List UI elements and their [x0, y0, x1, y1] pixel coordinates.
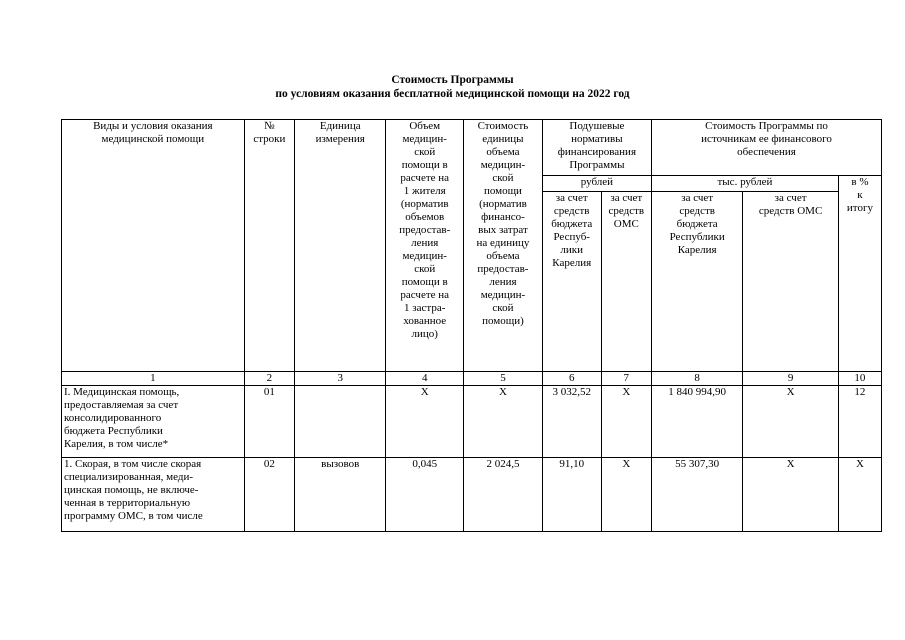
column-number: 4 — [386, 372, 464, 386]
column-number: 5 — [464, 372, 543, 386]
column-number: 8 — [652, 372, 743, 386]
table-row — [62, 458, 882, 532]
column-number-row — [62, 372, 882, 386]
row-unit — [295, 386, 386, 458]
row-volume: Х — [386, 386, 464, 458]
header-unit: Единица измерения — [295, 120, 386, 372]
row-unit-cost: 2 024,5 — [464, 458, 543, 532]
row-unit-cost: Х — [464, 386, 543, 458]
row-unit: вызовов — [295, 458, 386, 532]
document-title: Стоимость Программы — [391, 74, 514, 86]
program-cost-table — [61, 119, 882, 532]
row-norm-oms: Х — [601, 386, 651, 458]
header-percent-total: в % к итогу — [838, 176, 881, 372]
column-number: 1 — [62, 372, 245, 386]
row-norm-budget: 3 032,52 — [542, 386, 601, 458]
row-sum-oms: Х — [743, 386, 839, 458]
header-unit-rubles: рублей — [542, 176, 651, 192]
row-volume: 0,045 — [386, 458, 464, 532]
row-line-number: 02 — [244, 458, 294, 532]
header-service-type: Виды и условия оказания медицинской помощи — [62, 120, 245, 372]
row-sum-budget: 1 840 994,90 — [652, 386, 743, 458]
header-unit-cost: Стоимость единицы объема медицин- ской помощи (норматив финансо- вых затрат на единицу объема предостав- ления медицин- ской помощи) — [464, 120, 543, 372]
document-subtitle: по условиям оказания бесплатной медицинской помощи на 2022 год — [275, 88, 630, 100]
row-line-number: 01 — [244, 386, 294, 458]
column-number: 9 — [743, 372, 839, 386]
header-volume: Объем медицин- ской помощи в расчете на 1 жителя (норматив объемов предостав- ления медицин- ской помощи в расчете на 1 застра- хованное лицо) — [386, 120, 464, 372]
column-number: 2 — [244, 372, 294, 386]
row-sum-budget: 55 307,30 — [652, 458, 743, 532]
row-sum-oms: Х — [743, 458, 839, 532]
header-sum-oms: за счет средств ОМС — [743, 192, 839, 372]
header-line-number: № строки — [244, 120, 294, 372]
column-number: 10 — [838, 372, 881, 386]
row-norm-budget: 91,10 — [542, 458, 601, 532]
header-unit-thousand-rubles: тыс. рублей — [652, 176, 839, 192]
row-norm-oms: Х — [601, 458, 651, 532]
header-norm-budget: за счет средств бюджета Респуб- лики Карелия — [542, 192, 601, 372]
row-service-name: I. Медицинская помощь, предоставляемая за счет консолидированного бюджета Республики Карелия, в том числе* — [62, 386, 245, 458]
row-percent: Х — [838, 458, 881, 532]
column-number: 7 — [601, 372, 651, 386]
table-row — [62, 386, 882, 458]
column-number: 6 — [542, 372, 601, 386]
header-program-cost: Стоимость Программы по источникам ее финансового обеспечения — [652, 120, 882, 176]
row-percent: 12 — [838, 386, 881, 458]
column-number: 3 — [295, 372, 386, 386]
header-per-capita-norms: Подушевые нормативы финансирования Программы — [542, 120, 651, 176]
header-norm-oms: за счет средств ОМС — [601, 192, 651, 372]
row-service-name: 1. Скорая, в том числе скорая специализированная, меди- цинская помощь, не включе- ченная в территориальную программу ОМС, в том числе — [62, 458, 245, 532]
header-sum-budget: за счет средств бюджета Республики Карелия — [652, 192, 743, 372]
